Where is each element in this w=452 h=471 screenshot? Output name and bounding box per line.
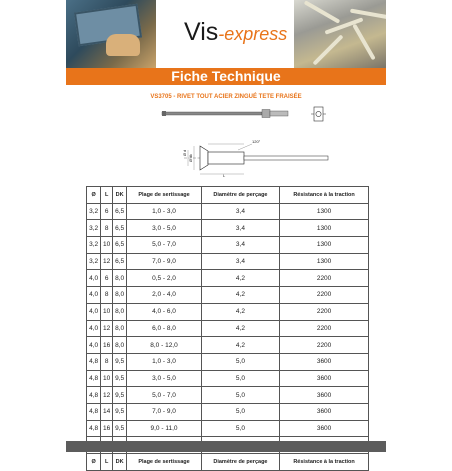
table-row <box>87 270 369 287</box>
table-row <box>87 387 369 404</box>
header-length: L <box>101 187 113 204</box>
table-cell: 2200 <box>280 270 369 287</box>
header-photo-screws <box>294 0 386 68</box>
table-cell: 3,2 <box>87 220 101 237</box>
header-drill-diameter: Diamètre de perçage <box>201 187 279 204</box>
table-row <box>87 403 369 420</box>
table-cell: 6,5 <box>112 237 126 254</box>
table-cell: 8,0 <box>112 320 126 337</box>
table-cell: 1,0 - 3,0 <box>127 353 201 370</box>
table-row <box>87 420 369 437</box>
table-cell: 4,8 <box>87 370 101 387</box>
table-cell: 9,5 <box>112 353 126 370</box>
table-cell: 4,0 <box>87 287 101 304</box>
table-row <box>87 320 369 337</box>
footer-bar <box>66 441 386 452</box>
table-cell: 4,8 <box>87 403 101 420</box>
table-cell: 3,0 - 5,0 <box>127 370 201 387</box>
datasheet-page <box>66 0 386 465</box>
table-cell: 5,0 <box>201 370 279 387</box>
rivet-side-view <box>162 110 288 118</box>
table-cell: 3600 <box>280 370 369 387</box>
table-cell: 4,0 <box>87 320 101 337</box>
screw-shape <box>312 34 343 65</box>
table-cell: 1300 <box>280 220 369 237</box>
table-cell: 6 <box>101 270 113 287</box>
table-cell: 6,0 - 8,0 <box>127 320 201 337</box>
table-cell: 12 <box>101 320 113 337</box>
table-cell: 5,0 <box>201 403 279 420</box>
footer-grip-range: Plage de sertissage <box>127 454 201 471</box>
table-cell: 1,0 - 3,0 <box>127 203 201 220</box>
header-diameter: Ø <box>87 187 101 204</box>
table-cell: 3,4 <box>201 253 279 270</box>
screw-shape <box>352 24 375 61</box>
table-header-row <box>87 187 369 204</box>
table-cell: 2200 <box>280 337 369 354</box>
table-cell: 4,2 <box>201 320 279 337</box>
footer-dk: DK <box>112 454 126 471</box>
table-cell: 3600 <box>280 403 369 420</box>
table-cell: 2,0 - 4,0 <box>127 287 201 304</box>
table-cell: 4,0 <box>87 303 101 320</box>
hand-shape <box>106 34 140 56</box>
table-cell: 4,2 <box>201 303 279 320</box>
d-label: Ø d <box>183 149 187 156</box>
table-cell: 5,0 <box>201 353 279 370</box>
l-label: L <box>223 173 226 178</box>
table-cell: 14 <box>101 403 113 420</box>
table-cell: 9,5 <box>112 420 126 437</box>
table-cell: 4,0 <box>87 337 101 354</box>
table-cell: 16 <box>101 420 113 437</box>
table-cell: 1300 <box>280 253 369 270</box>
rivet-drawing <box>148 106 348 178</box>
table-cell: 6,5 <box>112 220 126 237</box>
table-cell: 6,5 <box>112 253 126 270</box>
footer-diameter: Ø <box>87 454 101 471</box>
table-cell: 2200 <box>280 320 369 337</box>
table-row <box>87 220 369 237</box>
footer-length: L <box>101 454 113 471</box>
table-cell: 2200 <box>280 303 369 320</box>
table-cell: 9,5 <box>112 387 126 404</box>
table-cell: 2200 <box>280 287 369 304</box>
table-cell: 4,8 <box>87 387 101 404</box>
table-cell: 9,5 <box>112 403 126 420</box>
table-cell: 12 <box>101 387 113 404</box>
footer-tensile-strength: Résistance à la traction <box>280 454 369 471</box>
table-cell: 4,8 <box>87 353 101 370</box>
table-cell: 6 <box>101 203 113 220</box>
table-row <box>87 237 369 254</box>
header-dk: DK <box>112 187 126 204</box>
table-cell: 4,2 <box>201 337 279 354</box>
table-row <box>87 303 369 320</box>
table-cell: 3,2 <box>87 203 101 220</box>
table-body <box>87 203 369 453</box>
table-cell: 8,0 - 12,0 <box>127 337 201 354</box>
table-cell: 4,2 <box>201 287 279 304</box>
angle-label: 120° <box>252 139 261 144</box>
table-cell: 8 <box>101 353 113 370</box>
table-cell: 3600 <box>280 420 369 437</box>
brand-logo <box>184 18 287 47</box>
table-cell: 5,0 - 7,0 <box>127 387 201 404</box>
table-cell: 3,4 <box>201 220 279 237</box>
table-row <box>87 287 369 304</box>
table-cell: 3600 <box>280 353 369 370</box>
table-cell: 3600 <box>280 387 369 404</box>
footer-drill-diameter: Diamètre de perçage <box>201 454 279 471</box>
table-cell: 5,0 <box>201 420 279 437</box>
rivet-technical-view <box>184 144 328 174</box>
table-cell: 4,0 - 6,0 <box>127 303 201 320</box>
brand-name: Vis <box>184 18 219 46</box>
table-cell: 4,2 <box>201 270 279 287</box>
table-cell: 8,0 <box>112 270 126 287</box>
page-title: Fiche Technique <box>66 68 386 85</box>
table-cell: 9,5 <box>112 370 126 387</box>
table-row <box>87 353 369 370</box>
table-cell: 9,0 - 11,0 <box>127 420 201 437</box>
table-cell: 8,0 <box>112 303 126 320</box>
table-cell: 6,5 <box>112 203 126 220</box>
table-footer-row <box>87 454 369 471</box>
screw-shape <box>304 0 341 23</box>
table-cell: 5,0 - 7,0 <box>127 237 201 254</box>
table-cell: 10 <box>101 303 113 320</box>
table-cell: 10 <box>101 237 113 254</box>
header-banner <box>66 0 386 68</box>
table-cell: 7,0 - 9,0 <box>127 253 201 270</box>
table-cell: 8 <box>101 287 113 304</box>
table-cell: 1300 <box>280 237 369 254</box>
table-cell: 8,0 <box>112 337 126 354</box>
table-cell: 7,0 - 9,0 <box>127 403 201 420</box>
specification-table <box>86 186 369 471</box>
table-row <box>87 203 369 220</box>
header-tensile-strength: Résistance à la traction <box>280 187 369 204</box>
table-cell: 3,4 <box>201 203 279 220</box>
table-cell: 4,0 <box>87 270 101 287</box>
table-cell: 1300 <box>280 203 369 220</box>
table-cell: 3,4 <box>201 237 279 254</box>
header-photo-toolbox <box>66 0 156 68</box>
brand-suffix: -express <box>218 24 288 44</box>
product-subtitle: VS3705 - RIVET TOUT ACIER ZINGUÉ TETE FRAISÉE <box>150 94 302 100</box>
header-grip-range: Plage de sertissage <box>127 187 201 204</box>
table-row <box>87 253 369 270</box>
table-cell: 0,5 - 2,0 <box>127 270 201 287</box>
table-row <box>87 370 369 387</box>
table-cell: 10 <box>101 370 113 387</box>
table-cell: 16 <box>101 337 113 354</box>
rivet-end-view <box>311 107 326 121</box>
dk-label: Ø dk <box>189 153 193 162</box>
table-cell: 3,0 - 5,0 <box>127 220 201 237</box>
table-cell: 8 <box>101 220 113 237</box>
table-cell: 8,0 <box>112 287 126 304</box>
table-cell: 12 <box>101 253 113 270</box>
table-row <box>87 337 369 354</box>
table-cell: 3,2 <box>87 237 101 254</box>
table-cell: 5,0 <box>201 387 279 404</box>
table-cell: 4,8 <box>87 420 101 437</box>
screw-shape <box>350 9 386 20</box>
table-cell: 3,2 <box>87 253 101 270</box>
